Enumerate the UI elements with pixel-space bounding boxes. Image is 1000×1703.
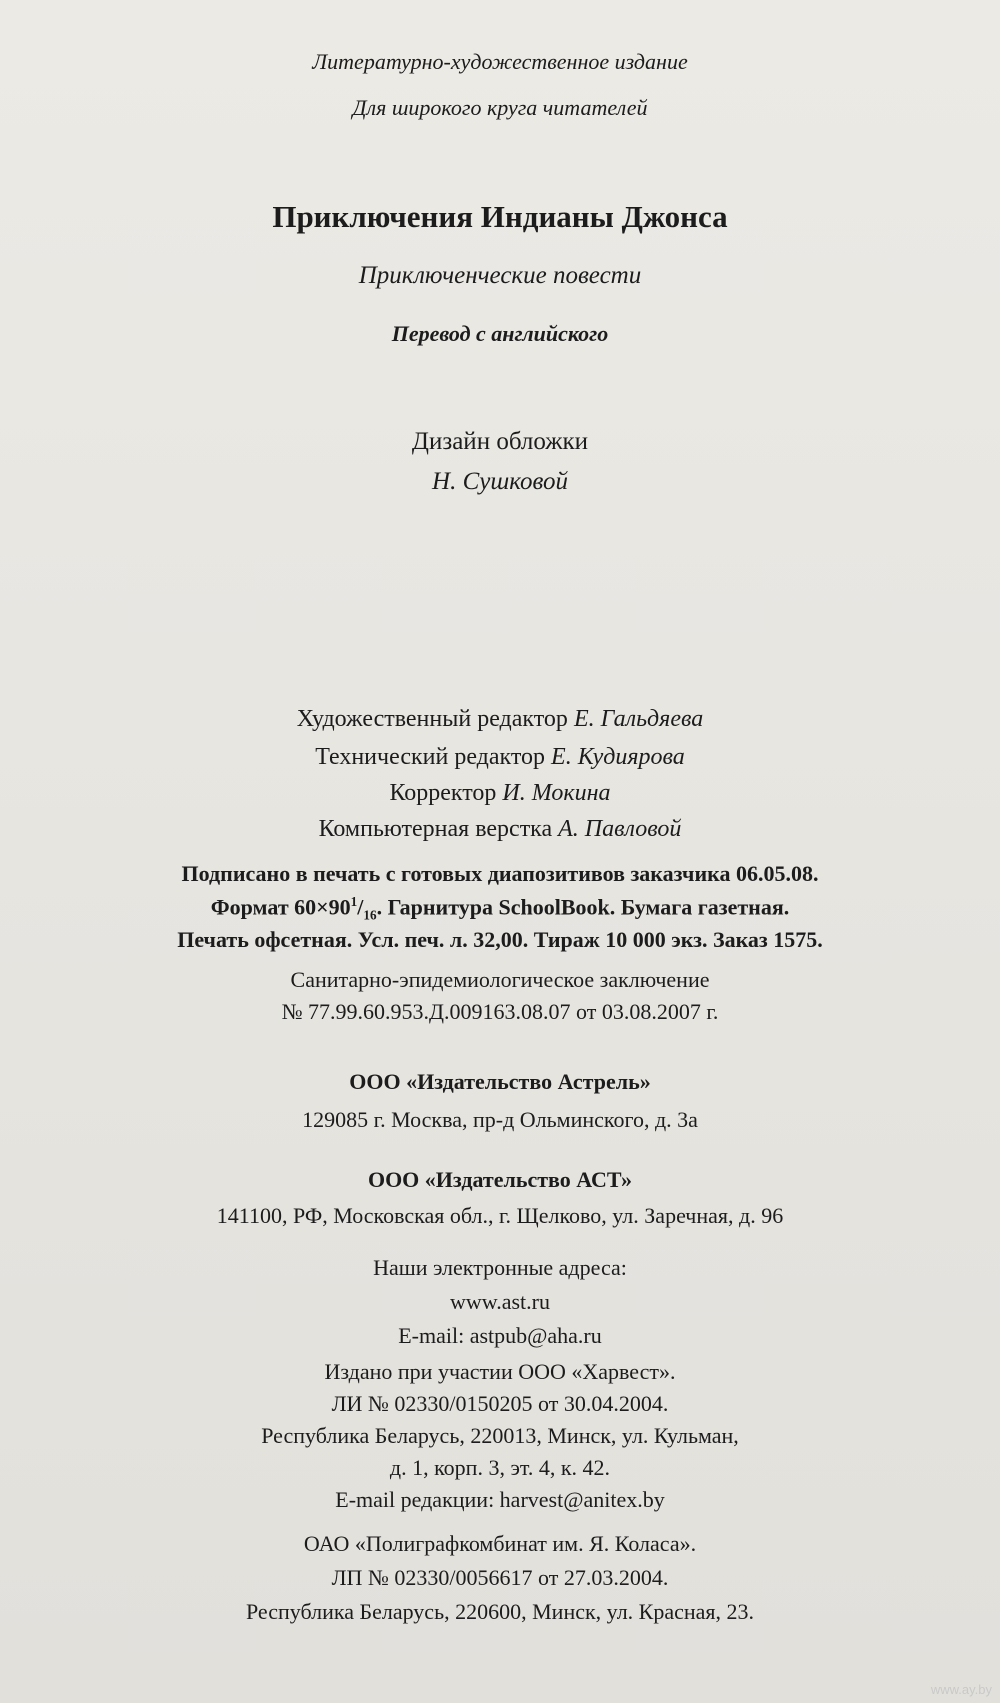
publisher2-address: 141100, РФ, Московская обл., г. Щелково, ул. Заречная, д. 96 <box>216 1203 784 1228</box>
sanitary-line-1: Санитарно-эпидемиологическое заключение <box>290 967 710 992</box>
credit-role: Корректор <box>389 780 497 806</box>
credit-role: Компьютерная верстка <box>318 816 553 842</box>
genre-line: Приключенческие повести <box>358 262 642 289</box>
harvest-line-1: Издано при участии ООО «Харвест». <box>324 1359 676 1384</box>
credit-name: Е. Гальдяева <box>573 706 704 732</box>
publisher1-name: ООО «Издательство Астрель» <box>349 1069 651 1094</box>
credit-corrector <box>0 780 1000 806</box>
book-title: Приключения Индианы Джонса <box>272 199 728 234</box>
format-prefix: Формат 60×90 <box>210 894 351 920</box>
credit-art-editor <box>0 706 1000 732</box>
printer-line-3: Республика Беларусь, 220600, Минск, ул. Красная, 23. <box>245 1599 755 1624</box>
format-sub: 16 <box>363 907 377 923</box>
print-info-line-3: Печать офсетная. Усл. печ. л. 32,00. Тираж 10 000 экз. Заказ 1575. <box>177 927 823 952</box>
harvest-email[interactable]: E-mail редакции: harvest@anitex.by <box>335 1487 665 1512</box>
watermark: www.ay.by <box>930 1682 992 1697</box>
credit-layout <box>0 816 1000 842</box>
cover-design-name: Н. Сушковой <box>432 468 568 495</box>
credit-name: А. Павловой <box>558 816 682 842</box>
printer-line-1: ОАО «Полиграфкомбинат им. Я. Коласа». <box>303 1531 697 1556</box>
credit-tech-editor <box>0 744 1000 770</box>
credit-name: Е. Кудиярова <box>551 744 685 770</box>
electronic-label: Наши электронные адреса: <box>373 1255 627 1280</box>
credit-name: И. Мокина <box>502 780 611 806</box>
harvest-line-4: д. 1, корп. 3, эт. 4, к. 42. <box>389 1455 611 1480</box>
harvest-line-2: ЛИ № 02330/0150205 от 30.04.2004. <box>331 1391 669 1416</box>
cover-design-label: Дизайн обложки <box>411 428 589 455</box>
audience-line: Для широкого круга читателей <box>352 95 648 120</box>
publisher1-address: 129085 г. Москва, пр-д Ольминского, д. 3а <box>302 1107 698 1132</box>
email-line[interactable]: E-mail: astpub@aha.ru <box>398 1323 602 1348</box>
translation-line: Перевод с английского <box>391 321 609 346</box>
harvest-line-3: Республика Беларусь, 220013, Минск, ул. Кульман, <box>261 1423 739 1448</box>
website-link[interactable]: www.ast.ru <box>450 1289 550 1314</box>
printer-line-2: ЛП № 02330/0056617 от 27.03.2004. <box>331 1565 669 1590</box>
series-line: Литературно-художественное издание <box>312 49 688 74</box>
credit-role: Технический редактор <box>315 744 546 770</box>
credit-role: Художественный редактор <box>296 706 568 732</box>
publisher2-name: ООО «Издательство АСТ» <box>367 1167 633 1192</box>
print-info-line-2: Формат $60\times 90^1/_{16}$. Гарнитура SchoolBook. Бумага газетная. <box>210 894 790 923</box>
print-info-line-1: Подписано в печать с готовых диапозитивов заказчика 06.05.08. <box>181 861 819 886</box>
format-sup: 1 <box>350 894 358 909</box>
sanitary-line-2: № 77.99.60.953.Д.009163.08.07 от 03.08.2007 г. <box>281 999 719 1024</box>
format-suffix: . Гарнитура SchoolBook. Бумага газетная. <box>376 894 790 920</box>
